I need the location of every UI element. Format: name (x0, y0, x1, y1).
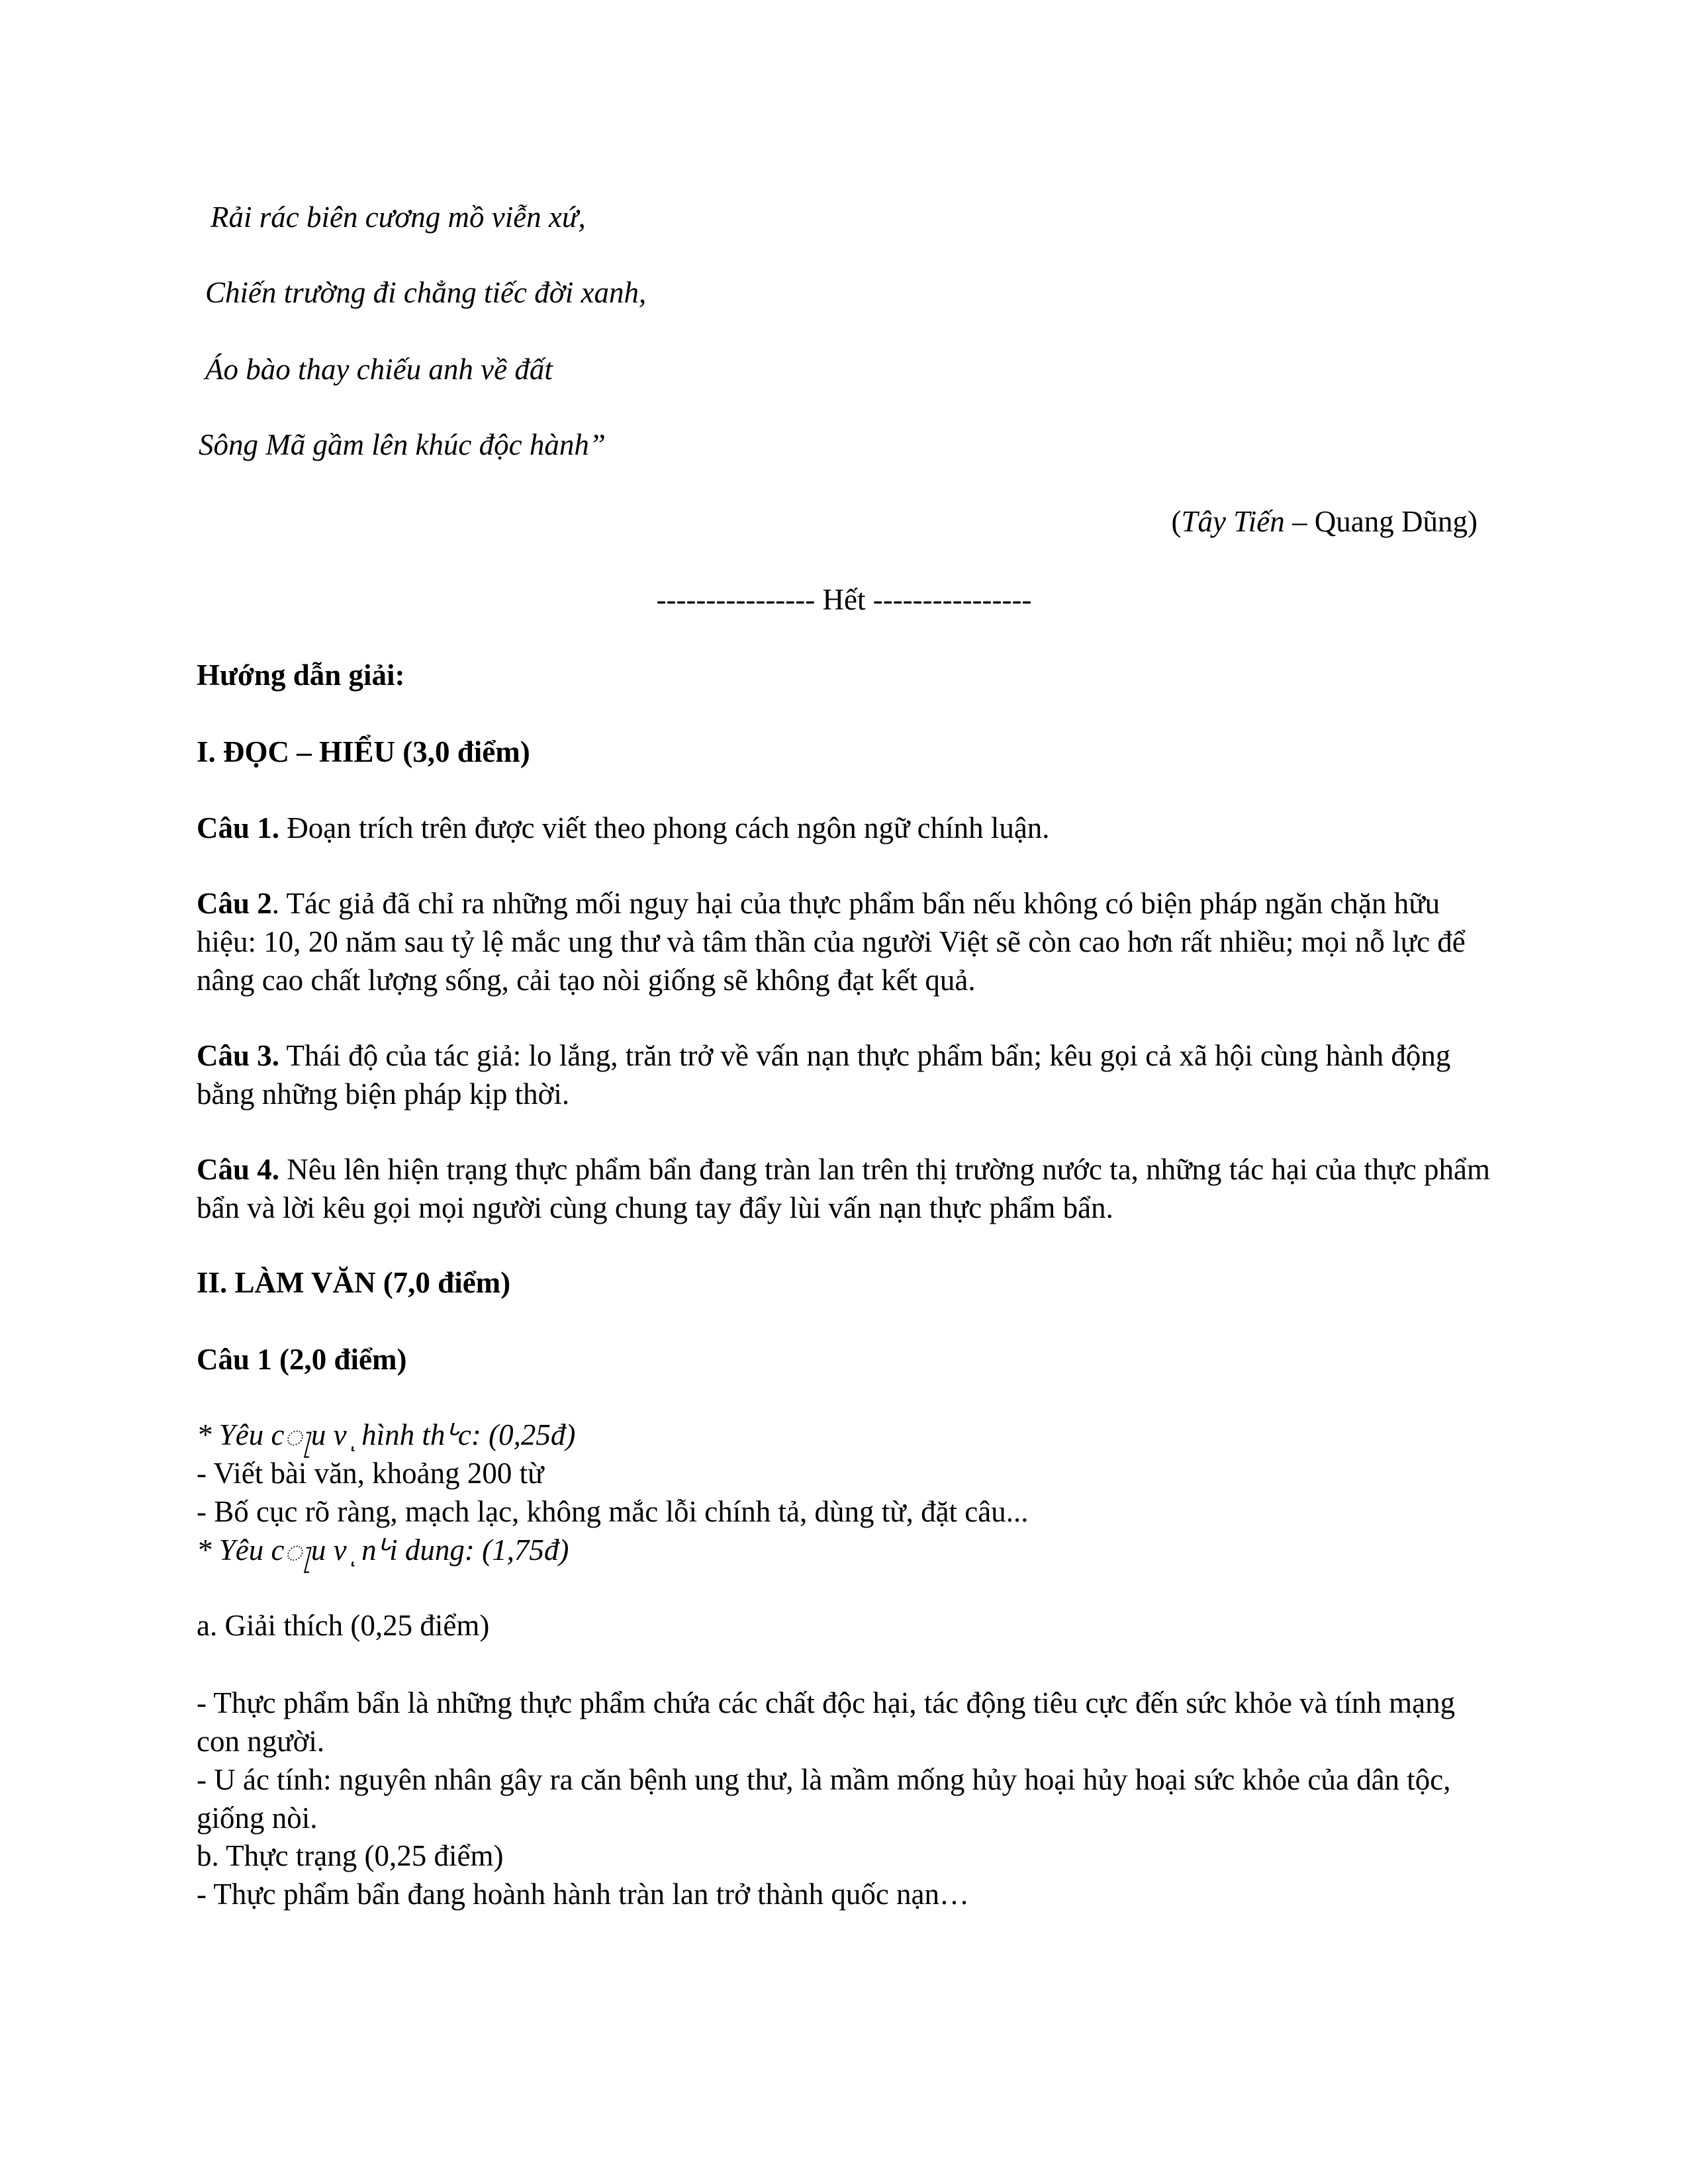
subsection-b-heading: b. Thực trạng (0,25 điểm) (197, 1839, 504, 1872)
attribution-author: – Quang Dũng) (1284, 505, 1477, 538)
poem-line-1: Rải rác biên cương mồ viễn xứ, (211, 201, 586, 234)
answer-q1-label: Câu 1. (197, 811, 280, 844)
answer-q1 (197, 809, 1494, 847)
answer-q1-text: Đoạn trích trên được viết theo phong cách ngôn ngữ chính luận. (279, 811, 1050, 844)
guide-title: Hướng dẫn giải: (197, 659, 405, 692)
subsection-a-item: - U ác tính: nguyên nhân gây ra căn bệnh ung thư, là mầm mống hủy hoại hủy hoại sức khỏe của dân tộc, giống nòi. (197, 1763, 1451, 1835)
section-1-heading: I. ĐỌC – HIỂU (3,0 điểm) (197, 735, 530, 768)
subsection-a-heading: a. Giải thích (0,25 điểm) (197, 1609, 490, 1642)
poem-line-2: Chiến trường đi chẳng tiếc đời xanh, (205, 276, 647, 309)
form-requirement-item: - Viết bài văn, khoảng 200 từ (197, 1457, 544, 1490)
answer-q3 (197, 1036, 1494, 1113)
attribution-work-title: Tây Tiến (1181, 505, 1285, 538)
answer-q3-text: Thái độ của tác giả: lo lắng, trăn trở về vấn nạn thực phẩm bẩn; kêu gọi cả xã hội cùng hành động bằng những biện pháp kịp thời. (197, 1039, 1451, 1111)
subsection-b-item: - Thực phẩm bẩn đang hoành hành tràn lan trở thành quốc nạn… (197, 1878, 970, 1911)
answer-q4 (197, 1150, 1494, 1227)
answer-q2-text: . Tác giả đã chỉ ra những mối nguy hại của thực phẩm bẩn nếu không có biện pháp ngăn chặn hữu hiệu: 10, 20 năm sau tỷ lệ mắc ung thư và tâm thần của người Việt sẽ còn cao hơn rất nhiều; mọi nỗ lực để nâng cao chất lượng sống, cải tạo nòi giống sẽ không đạt kết quả. (197, 887, 1466, 997)
section-2-heading: II. LÀM VĂN (7,0 điểm) (197, 1266, 511, 1299)
answer-q2 (197, 884, 1494, 999)
poem-attribution (1172, 503, 1478, 540)
answer-q4-text: Nêu lên hiện trạng thực phẩm bẩn đang tràn lan trên thị trường nước ta, những tác hại của thực phẩm bẩn và lời kêu gọi mọi người cùng chung tay đẩy lùi vấn nạn thực phẩm bẩn. (197, 1153, 1491, 1224)
attribution-open: ( (1171, 505, 1182, 538)
cau-1-heading: Câu 1 (2,0 điểm) (197, 1343, 407, 1376)
answer-q3-label: Câu 3. (197, 1039, 280, 1072)
end-marker: ---------------- Hết ---------------- (656, 583, 1032, 616)
form-requirement-heading: * Yêu cႃu v ͅ hình thᒡc: (0,25đ) (197, 1418, 576, 1451)
content-requirement-heading: * Yêu cႃu v ͅ nᒡi dung: (1,75đ) (197, 1533, 569, 1567)
answer-q4-label: Câu 4. (197, 1153, 280, 1186)
form-requirement-item: - Bố cục rõ ràng, mạch lạc, không mắc lỗi chính tả, dùng từ, đặt câu... (197, 1495, 1029, 1528)
poem-line-3: Áo bào thay chiếu anh về đất (205, 353, 553, 386)
subsection-a-item: - Thực phẩm bẩn là những thực phẩm chứa các chất độc hại, tác động tiêu cực đến sức khỏe và tính mạng con người. (197, 1686, 1456, 1758)
answer-q2-label: Câu 2 (197, 887, 272, 920)
poem-line-4: Sông Mã gầm lên khúc độc hành” (199, 428, 606, 461)
